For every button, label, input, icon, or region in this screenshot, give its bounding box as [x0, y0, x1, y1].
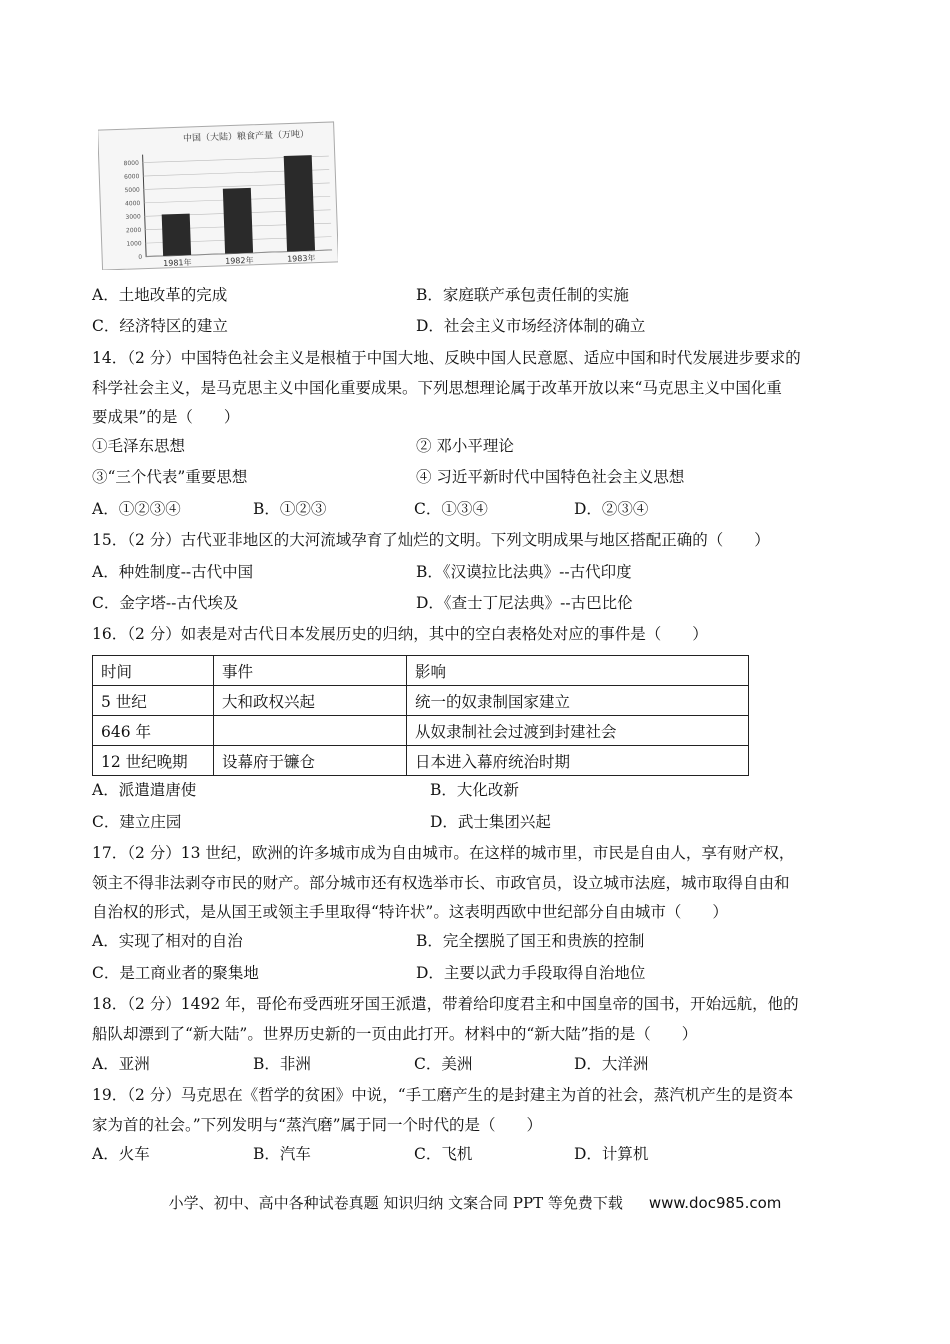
q18-option-d: D．大洋洲	[574, 1055, 649, 1073]
footer-text: 小学、初中、高中各种试卷真题 知识归纳 文案合同 PPT 等免费下载	[168, 1194, 623, 1212]
q16-stem: 16．（2 分）如表是对古代日本发展历史的归纳，其中的空白表格处对应的事件是（ ）	[92, 625, 708, 643]
y-tick-label: 6000	[123, 173, 140, 181]
table-cell: 设幕府于镰仓	[214, 746, 407, 776]
q13-option-c: C．经济特区的建立	[92, 317, 228, 335]
q13-option-a: A．土地改革的完成	[92, 286, 228, 304]
q14-item-3: ③“三个代表”重要思想	[92, 468, 248, 486]
table-header-cell: 时间	[93, 656, 214, 686]
q16-option-d: D．武士集团兴起	[430, 813, 551, 831]
q17-option-d: D．主要以武力手段取得自治地位	[416, 964, 646, 982]
q18-stem-line2: 船队却漂到了“新大陆”。世界历史新的一页由此打开。材料中的“新大陆”指的是（ ）	[92, 1025, 698, 1043]
q19-option-c: C．飞机	[414, 1145, 473, 1163]
q15-option-a: A．种姓制度--古代中国	[92, 563, 254, 581]
table-header-cell: 事件	[214, 656, 407, 686]
table-cell: 12 世纪晚期	[93, 746, 214, 776]
table-cell: 从奴隶制社会过渡到封建社会	[407, 716, 749, 746]
q15-option-c: C．金字塔--古代埃及	[92, 594, 239, 612]
bar-1981年	[162, 214, 191, 256]
q15-stem: 15．（2 分）古代亚非地区的大河流域孕育了灿烂的文明。下列文明成果与地区搭配正确的（ ）	[92, 531, 770, 549]
y-tick-label: 1000	[126, 240, 142, 248]
bar-1983年	[284, 155, 315, 252]
table-row	[93, 746, 749, 776]
table-cell-blank	[214, 716, 407, 746]
table-cell: 大和政权兴起	[214, 686, 407, 716]
q18-stem-line1: 18．（2 分）1492 年，哥伦布受西班牙国王派遣，带着给印度君主和中国皇帝的国书，开始远航，他的	[92, 995, 799, 1013]
y-tick-label: 3000	[125, 213, 141, 221]
q19-option-d: D．计算机	[574, 1145, 649, 1163]
q14-stem-line3: 要成果”的是（ ）	[92, 408, 240, 426]
grain-output-chart	[98, 118, 338, 270]
q14-item-1: ①毛泽东思想	[92, 437, 186, 455]
q14-item-4: ④ 习近平新时代中国特色社会主义思想	[416, 468, 685, 486]
q16-option-c: C．建立庄园	[92, 813, 182, 831]
y-tick-label: 4000	[124, 200, 141, 208]
q16-option-b: B．大化改新	[430, 781, 519, 799]
q15-option-d: D．《查士丁尼法典》--古巴比伦	[416, 594, 633, 612]
table-row	[93, 686, 749, 716]
chart-title: 中国（大陆）粮食产量（万吨）	[182, 129, 310, 145]
table-row	[93, 716, 749, 746]
q14-option-c: C．①③④	[414, 500, 488, 518]
x-tick-label: 1982年	[225, 255, 254, 266]
q14-stem-line2: 科学社会主义，是马克思主义中国化重要成果。下列思想理论属于改革开放以来“马克思主义中国化重	[92, 379, 782, 397]
q15-option-b: B．《汉谟拉比法典》--古代印度	[416, 563, 632, 581]
q18-option-a: A．亚洲	[92, 1055, 150, 1073]
q14-item-2: ② 邓小平理论	[416, 437, 514, 455]
footer-link[interactable]: www.doc985.com	[648, 1194, 782, 1212]
table-header-row	[93, 656, 749, 686]
y-tick-label: 2000	[125, 226, 142, 235]
page-footer	[0, 1192, 950, 1213]
x-tick-label: 1983年	[286, 253, 316, 264]
q18-option-c: C．美洲	[414, 1055, 473, 1073]
q14-stem-line1: 14．（2 分）中国特色社会主义是根植于中国大地、反映中国人民意愿、适应中国和时代发展进步要求的	[92, 349, 801, 367]
q17-option-c: C．是工商业者的聚集地	[92, 964, 259, 982]
q19-option-b: B．汽车	[253, 1145, 311, 1163]
q14-option-d: D．②③④	[574, 500, 649, 518]
q17-option-a: A．实现了相对的自治	[92, 932, 243, 950]
q19-stem-line1: 19．（2 分）马克思在《哲学的贫困》中说，“手工磨产生的是封建主为首的社会，蒸汽机产生的是资本	[92, 1086, 794, 1104]
q17-stem-line2: 领主不得非法剥夺市民的财产。部分城市还有权选举市长、市政官员，设立城市法庭，城市取得自由和	[92, 874, 790, 892]
table-cell: 5 世纪	[93, 686, 214, 716]
table-cell: 646 年	[93, 716, 214, 746]
q17-stem-line1: 17．（2 分）13 世纪，欧洲的许多城市成为自由城市。在这样的城市里，市民是自由人，享有财产权，	[92, 844, 795, 862]
q16-option-a: A．派遣遣唐使	[92, 781, 197, 799]
x-tick-label: 1981年	[163, 257, 192, 268]
q13-option-b: B．家庭联产承包责任制的实施	[416, 286, 629, 304]
q14-option-b: B．①②③	[253, 500, 327, 518]
q19-stem-line2: 家为首的社会。”下列发明与“蒸汽磨”属于同一个时代的是（ ）	[92, 1116, 543, 1134]
q18-option-b: B．非洲	[253, 1055, 311, 1073]
japan-history-table	[92, 655, 749, 776]
q13-option-d: D．社会主义市场经济体制的确立	[416, 317, 646, 335]
table-cell: 日本进入幕府统治时期	[407, 746, 749, 776]
q17-option-b: B．完全摆脱了国王和贵族的控制	[416, 932, 645, 950]
bar-chart	[98, 118, 338, 270]
y-tick-label: 0	[138, 253, 143, 261]
y-tick-label: 5000	[124, 186, 140, 195]
table-cell: 统一的奴隶制国家建立	[407, 686, 749, 716]
table-header-cell: 影响	[407, 656, 749, 686]
q14-option-a: A．①②③④	[92, 500, 181, 518]
y-tick-label: 8000	[123, 159, 140, 168]
bar-1982年	[223, 188, 253, 254]
q17-stem-line3: 自治权的形式，是从国王或领主手里取得“特许状”。这表明西欧中世纪部分自由城市（ ）	[92, 903, 728, 921]
q19-option-a: A．火车	[92, 1145, 150, 1163]
